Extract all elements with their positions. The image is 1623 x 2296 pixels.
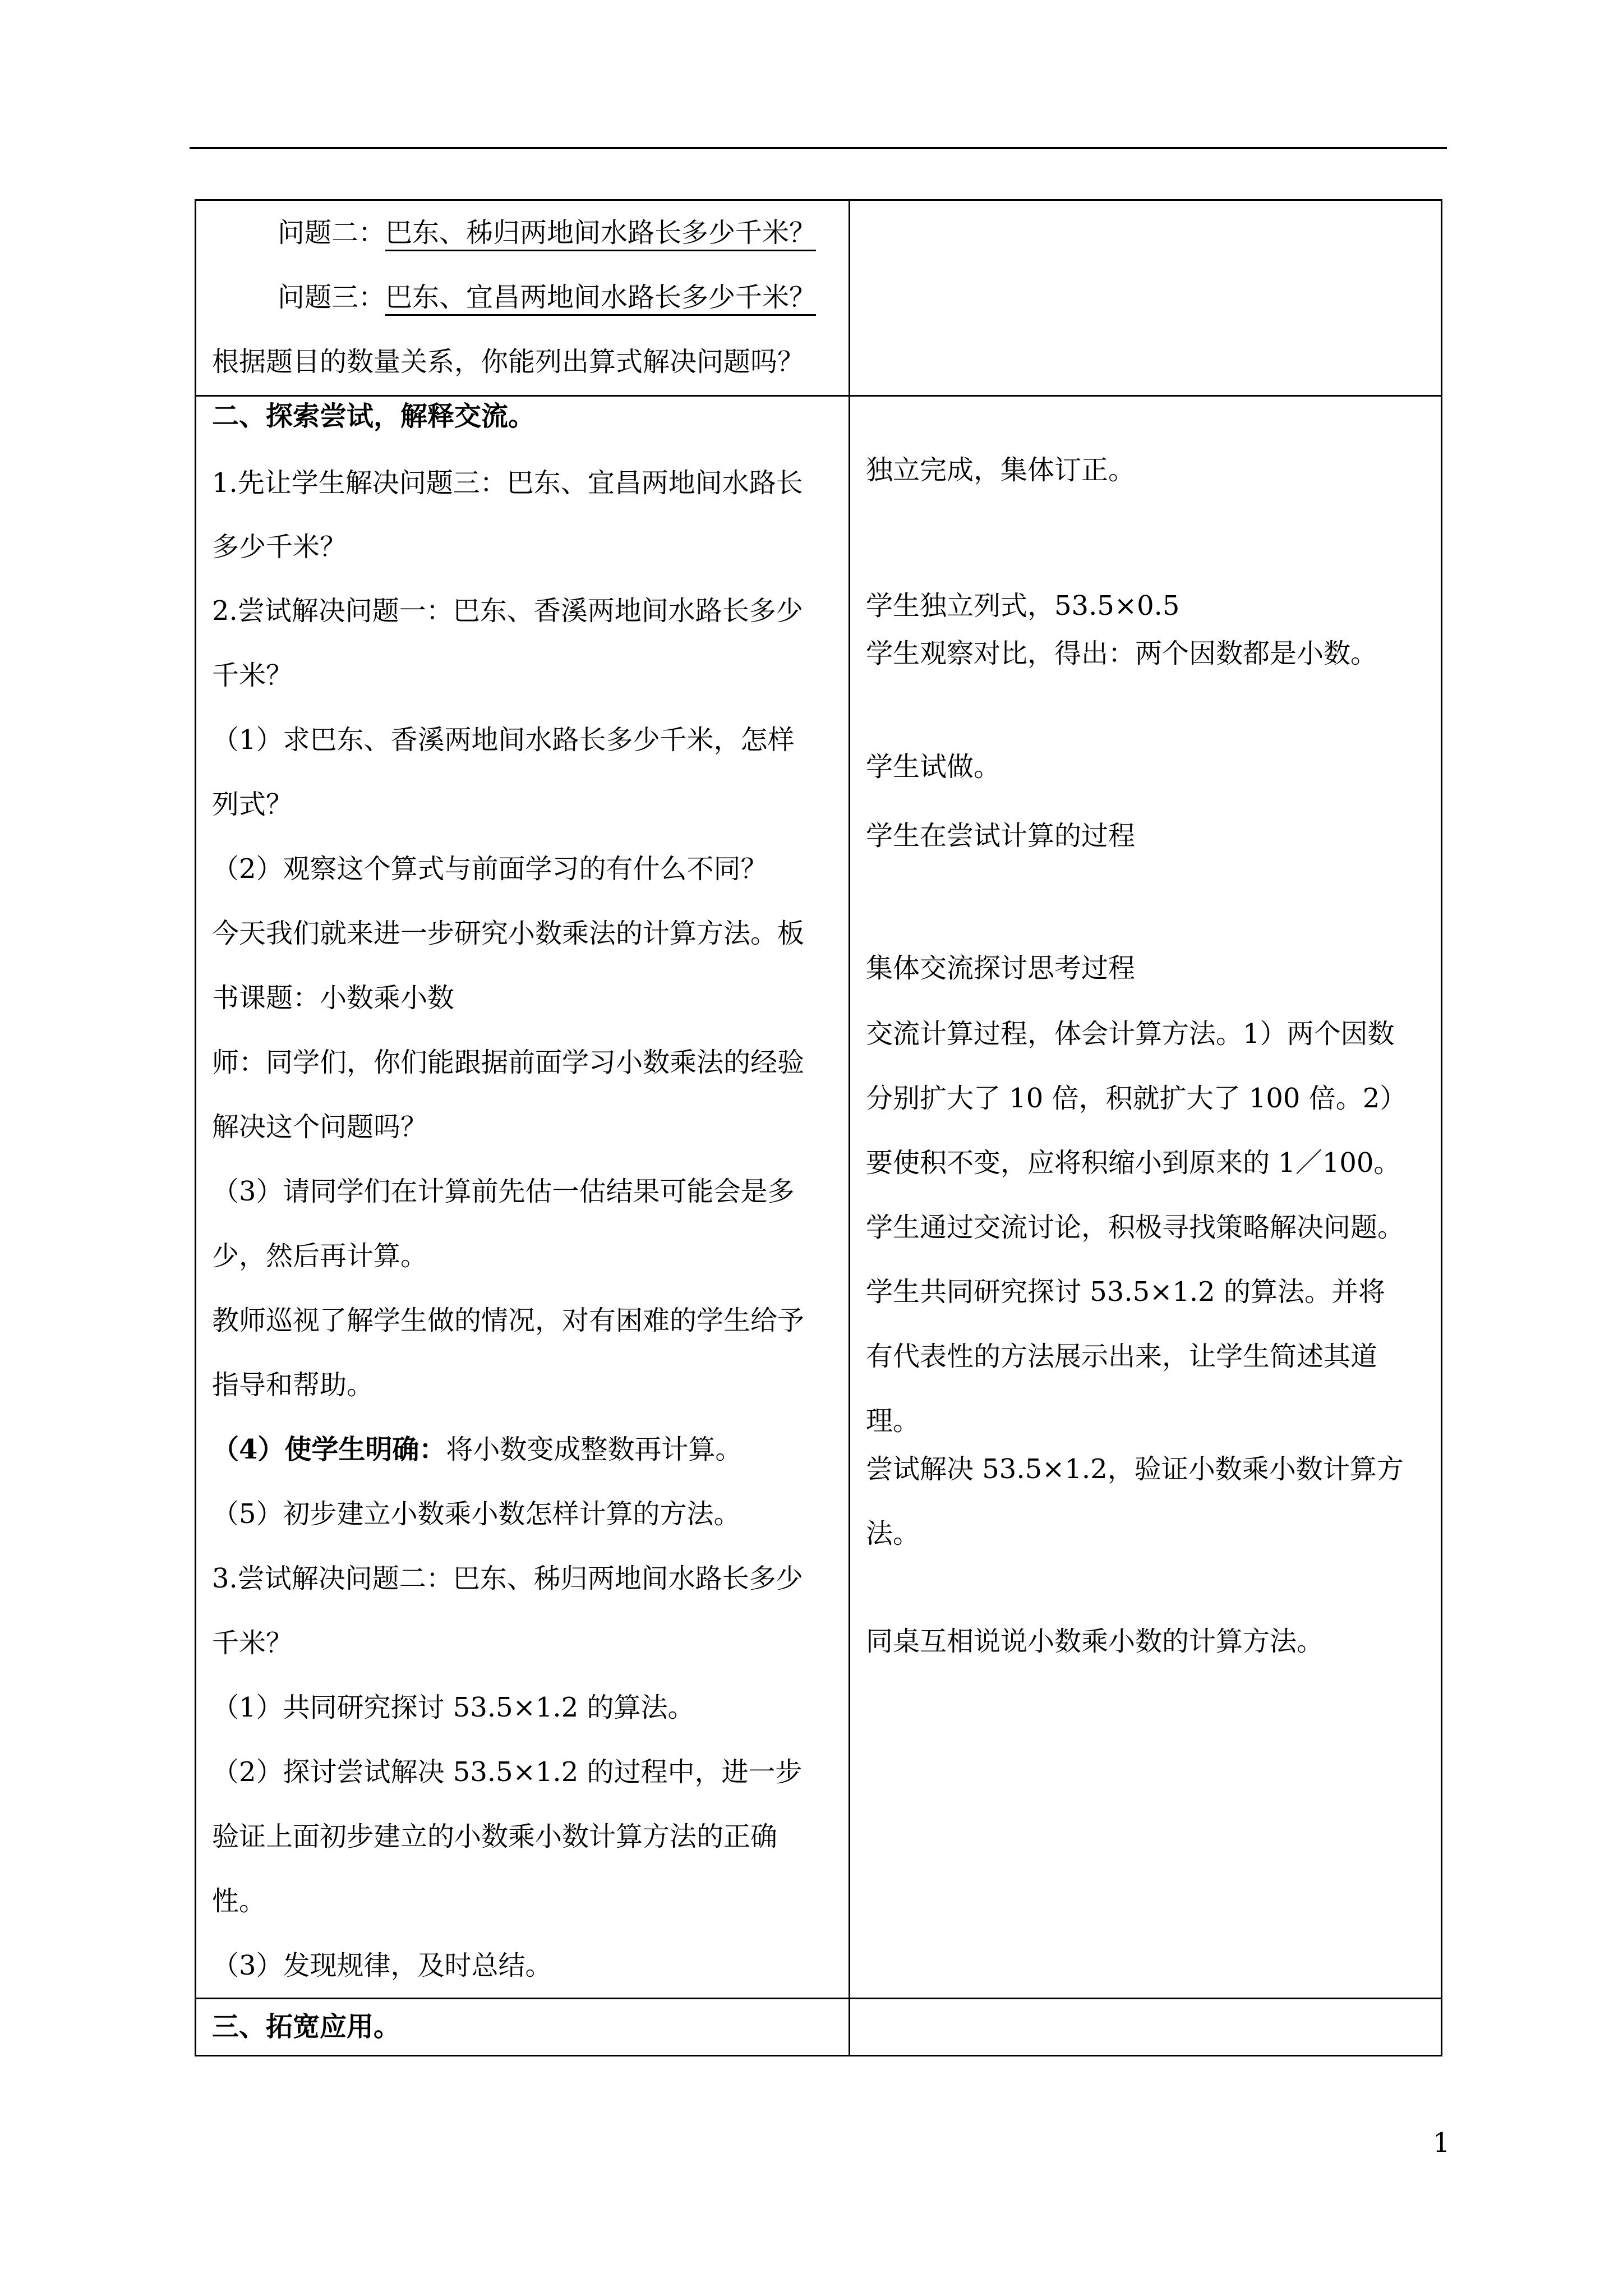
question-two-line	[278, 216, 816, 250]
left-line-24: （3）发现规律，及时总结。	[212, 1950, 552, 1981]
question-three-prefix: 问题三：	[278, 282, 386, 313]
left-line-17: （5）初步建立小数乘小数怎样计算的方法。	[212, 1498, 741, 1530]
question-two-text: 巴东、秭归两地间水路长多少千米？	[385, 217, 816, 251]
left-line-19: 千米？	[212, 1627, 293, 1659]
question-two-prefix: 问题二：	[278, 217, 386, 249]
left-line-16	[212, 1433, 742, 1466]
left-line-1: 1.先让学生解决问题三：巴东、宜昌两地间水路长	[212, 467, 803, 499]
question-three-line	[278, 280, 816, 314]
right-line-13: 理。	[866, 1405, 920, 1437]
left-line-12: （3）请同学们在计算前先估一估结果可能会是多	[212, 1176, 795, 1207]
left-line-21: （2）探讨尝试解决 53.5×1.2 的过程中，进一步	[212, 1756, 803, 1788]
right-line-9: 要使积不变，应将积缩小到原来的 1／100。	[866, 1147, 1401, 1179]
header-rule	[190, 147, 1447, 149]
left-line-3: 2.尝试解决问题一：巴东、香溪两地间水路长多少	[212, 595, 803, 627]
right-line-12: 有代表性的方法展示出来，让学生简述其道	[866, 1341, 1378, 1372]
table-cell-section3-right	[849, 1998, 1442, 2056]
left-line-13: 少，然后再计算。	[212, 1240, 428, 1272]
left-line-18: 3.尝试解决问题二：巴东、秭归两地间水路长多少	[212, 1563, 803, 1594]
left-line-23: 性。	[212, 1885, 266, 1917]
table-cell-top-right	[849, 199, 1442, 397]
right-line-11: 学生共同研究探讨 53.5×1.2 的算法。并将	[866, 1276, 1385, 1308]
table-cell-section2-right	[849, 395, 1442, 1999]
left-line-2: 多少千米？	[212, 531, 347, 563]
right-line-10: 学生通过交流讨论，积极寻找策略解决问题。	[866, 1212, 1405, 1243]
question-three-text: 巴东、宜昌两地间水路长多少千米？	[385, 282, 816, 316]
left-line-10: 师：同学们，你们能跟据前面学习小数乘法的经验	[212, 1047, 805, 1078]
left-line-11: 解决这个问题吗？	[212, 1111, 428, 1143]
right-line-15: 法。	[866, 1518, 920, 1549]
left-line-7: （2）观察这个算式与前面学习的有什么不同？	[212, 853, 768, 885]
left-line-16-bold: （4）使学生明确：	[212, 1434, 446, 1465]
right-line-16: 同桌互相说说小数乘小数的计算方法。	[866, 1626, 1324, 1657]
left-line-8: 今天我们就来进一步研究小数乘法的计算方法。板	[212, 918, 805, 949]
left-line-16-rest: 将小数变成整数再计算。	[446, 1434, 743, 1465]
left-line-15: 指导和帮助。	[212, 1369, 374, 1401]
left-line-6: 列式？	[212, 789, 293, 820]
section-two-heading: 二、探索尝试，解释交流。	[212, 401, 536, 432]
right-line-4: 学生试做。	[866, 751, 1001, 783]
right-line-7: 交流计算过程，体会计算方法。1）两个因数	[866, 1018, 1395, 1050]
left-line-14: 教师巡视了解学生做的情况，对有困难的学生给予	[212, 1305, 805, 1336]
right-line-5: 学生在尝试计算的过程	[866, 820, 1136, 852]
left-line-4: 千米？	[212, 660, 293, 691]
right-line-1: 独立完成，集体订正。	[866, 454, 1136, 486]
right-line-14: 尝试解决 53.5×1.2，验证小数乘小数计算方	[866, 1453, 1404, 1485]
section-three-heading: 三、拓宽应用。	[212, 2011, 401, 2042]
right-line-8: 分别扩大了 10 倍，积就扩大了 100 倍。2）	[866, 1083, 1407, 1114]
right-line-2: 学生独立列式，53.5×0.5	[866, 590, 1180, 622]
left-line-9: 书课题：小数乘小数	[212, 982, 455, 1014]
left-line-5: （1）求巴东、香溪两地间水路长多少千米，怎样	[212, 724, 795, 756]
right-line-3: 学生观察对比，得出：两个因数都是小数。	[866, 638, 1378, 669]
left-line-20: （1）共同研究探讨 53.5×1.2 的算法。	[212, 1692, 695, 1723]
quantity-relation-prompt: 根据题目的数量关系，你能列出算式解决问题吗？	[212, 346, 805, 378]
right-line-6: 集体交流探讨思考过程	[866, 953, 1136, 984]
left-line-22: 验证上面初步建立的小数乘小数计算方法的正确	[212, 1821, 778, 1852]
page-number: 1	[1433, 2127, 1450, 2159]
